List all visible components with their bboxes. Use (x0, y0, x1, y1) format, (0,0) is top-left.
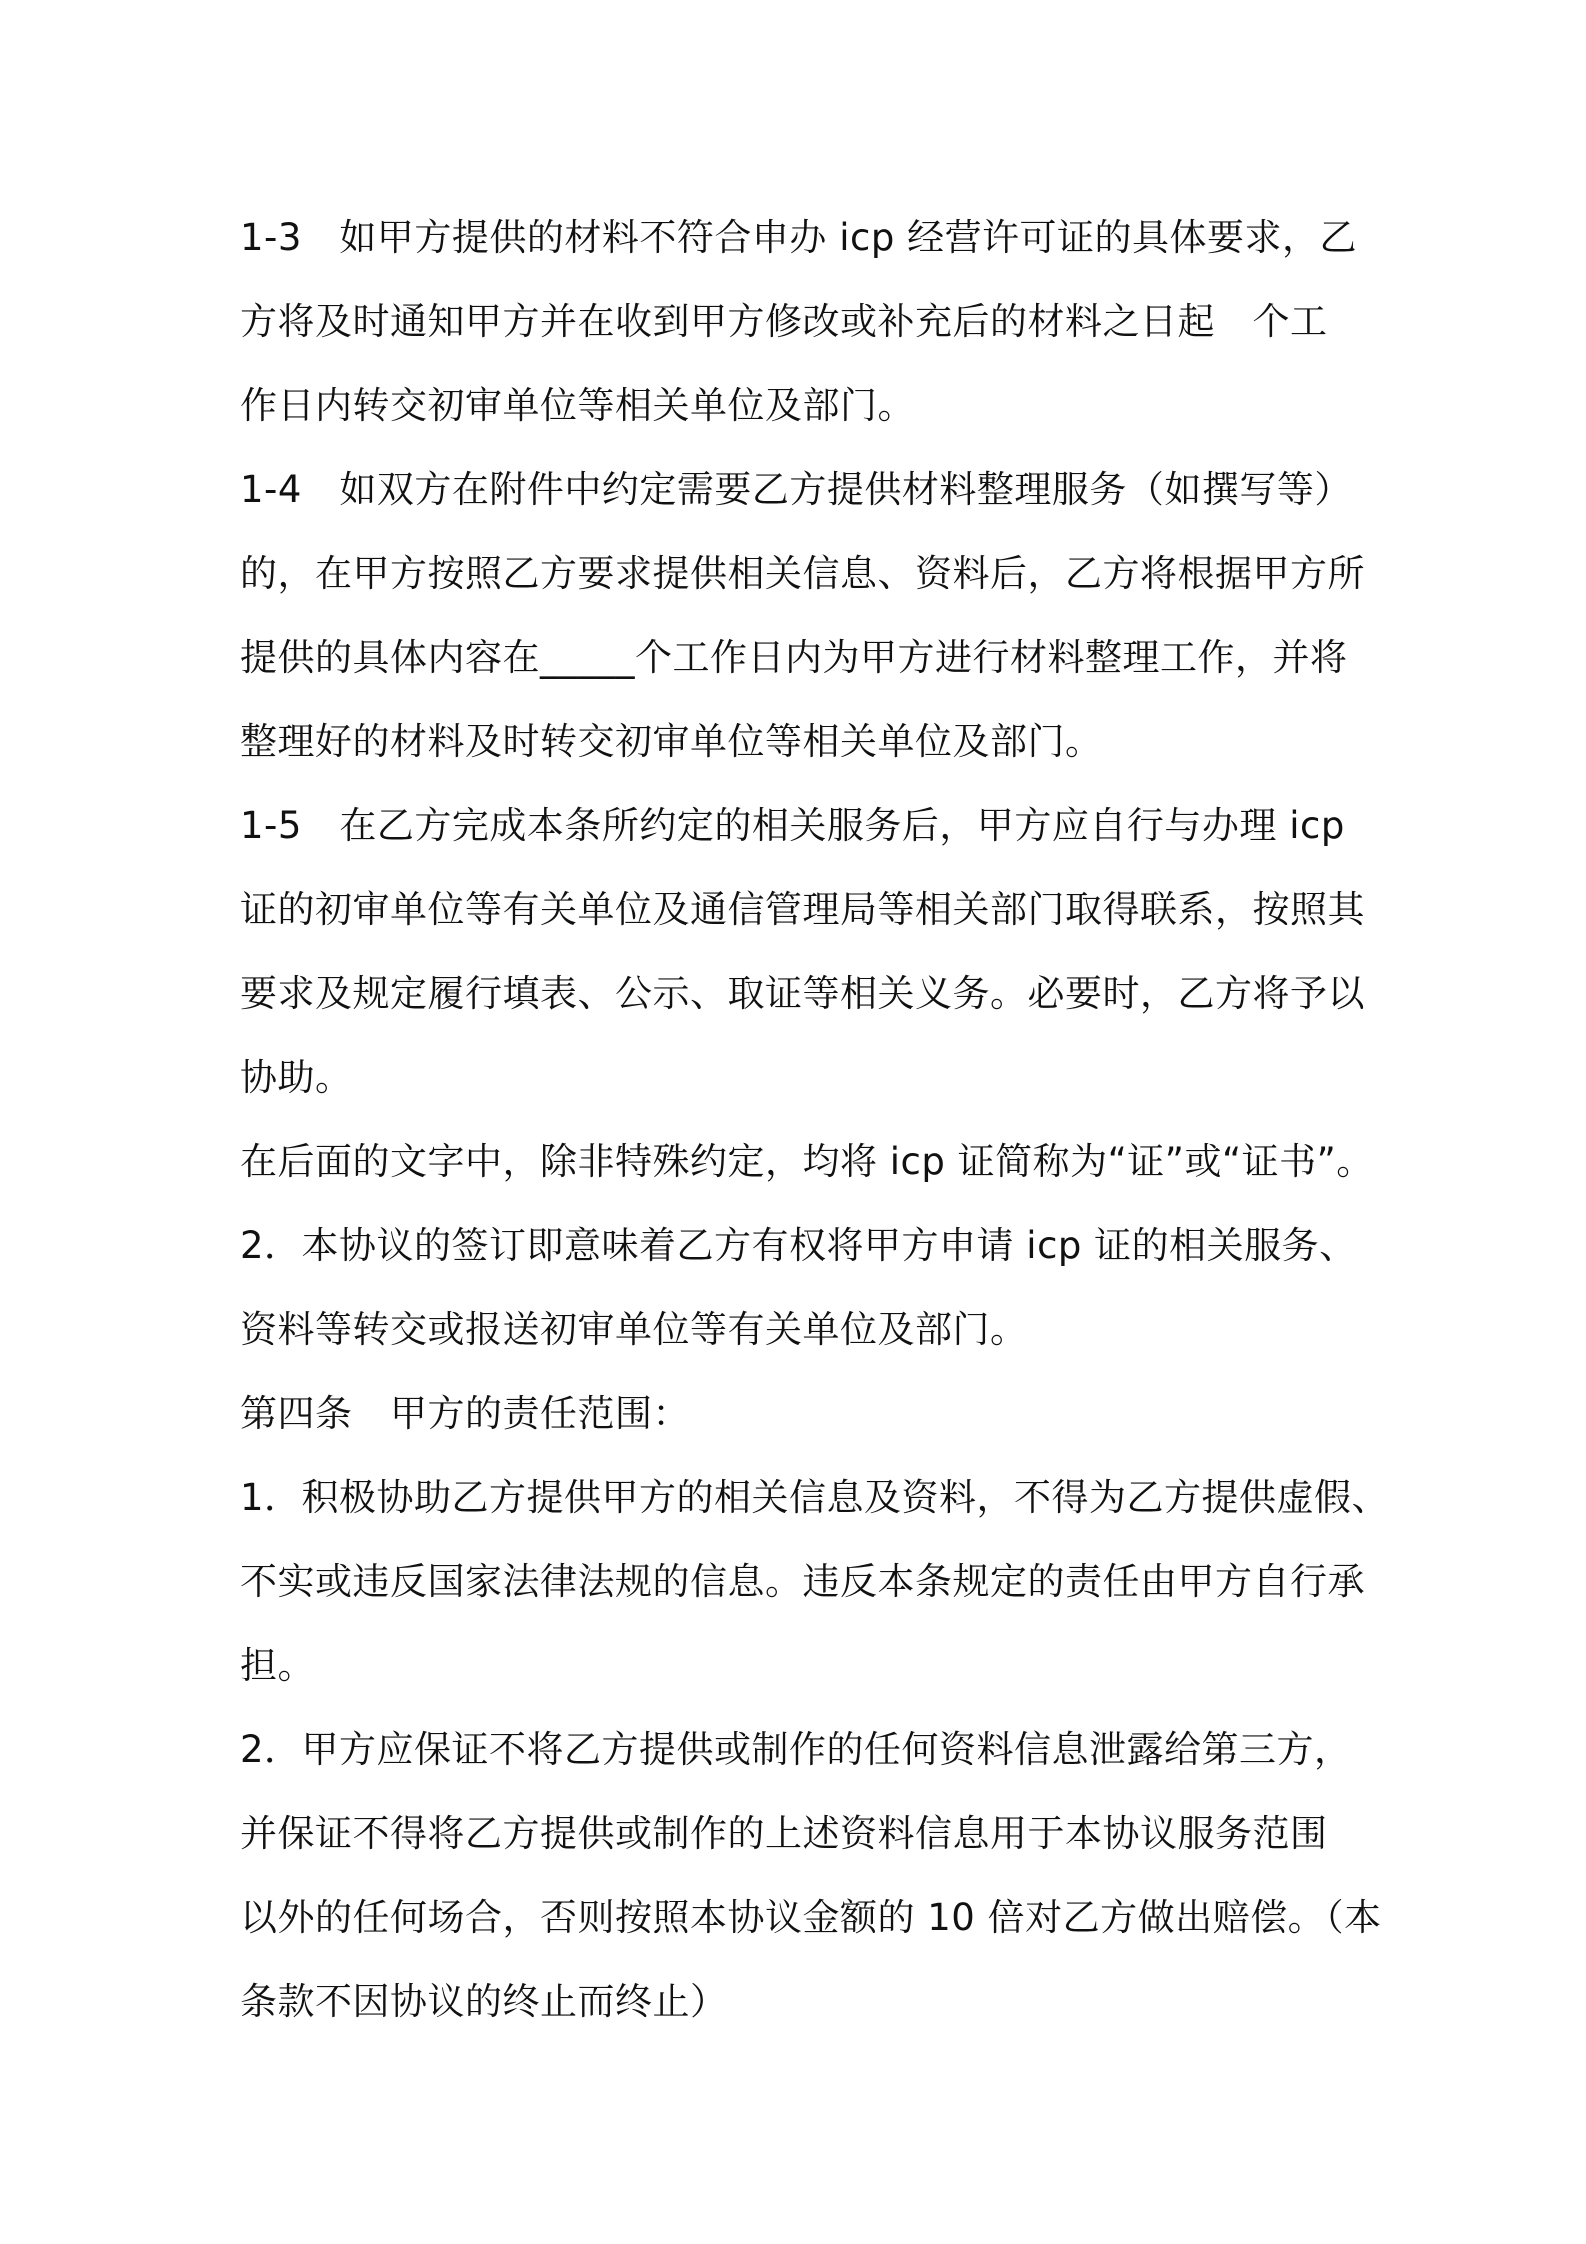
text-line: 以外的任何场合，否则按照本协议金额的 10 倍对乙方做出赔偿。（本 (240, 1896, 1382, 1939)
text-line: 要求及规定履行填表、公示、取证等相关义务。必要时，乙方将予以 (240, 972, 1365, 1015)
text-line: 整理好的材料及时转交初审单位等相关单位及部门。 (240, 720, 1103, 763)
text-line: 1-3 如甲方提供的材料不符合申办 icp 经营许可证的具体要求，乙 (240, 216, 1358, 259)
text-line: 协助。 (240, 1056, 353, 1099)
text-line: 证的初审单位等有关单位及通信管理局等相关部门取得联系，按照其 (240, 888, 1365, 931)
text-line: 不实或违反国家法律法规的信息。违反本条规定的责任由甲方自行承 (240, 1560, 1365, 1603)
text-line: 担。 (240, 1644, 315, 1687)
section-heading: 第四条 甲方的责任范围： (240, 1392, 690, 1435)
text-line: 并保证不得将乙方提供或制作的上述资料信息用于本协议服务范围 (240, 1812, 1328, 1855)
text-line: 条款不因协议的终止而终止） (240, 1980, 728, 2023)
text-line: 2．甲方应保证不将乙方提供或制作的任何资料信息泄露给第三方， (240, 1728, 1352, 1771)
text-line: 方将及时通知甲方并在收到甲方修改或补充后的材料之日起 个工 (240, 300, 1328, 343)
document-body (240, 196, 1390, 2044)
text-line: 提供的具体内容在_____个工作日内为甲方进行材料整理工作，并将 (240, 636, 1348, 679)
text-line: 1．积极协助乙方提供甲方的相关信息及资料，不得为乙方提供虚假、 (240, 1476, 1390, 1519)
text-line: 1-4 如双方在附件中约定需要乙方提供材料整理服务（如撰写等） (240, 468, 1352, 511)
text-line: 2．本协议的签订即意味着乙方有权将甲方申请 icp 证的相关服务、 (240, 1224, 1357, 1267)
text-line: 在后面的文字中，除非特殊约定，均将 icp 证简称为“证”或“证书”。 (240, 1140, 1374, 1183)
text-line: 作日内转交初审单位等相关单位及部门。 (240, 384, 915, 427)
text-line: 的，在甲方按照乙方要求提供相关信息、资料后，乙方将根据甲方所 (240, 552, 1365, 595)
text-line: 1-5 在乙方完成本条所约定的相关服务后，甲方应自行与办理 icp (240, 804, 1345, 847)
text-line: 资料等转交或报送初审单位等有关单位及部门。 (240, 1308, 1028, 1351)
